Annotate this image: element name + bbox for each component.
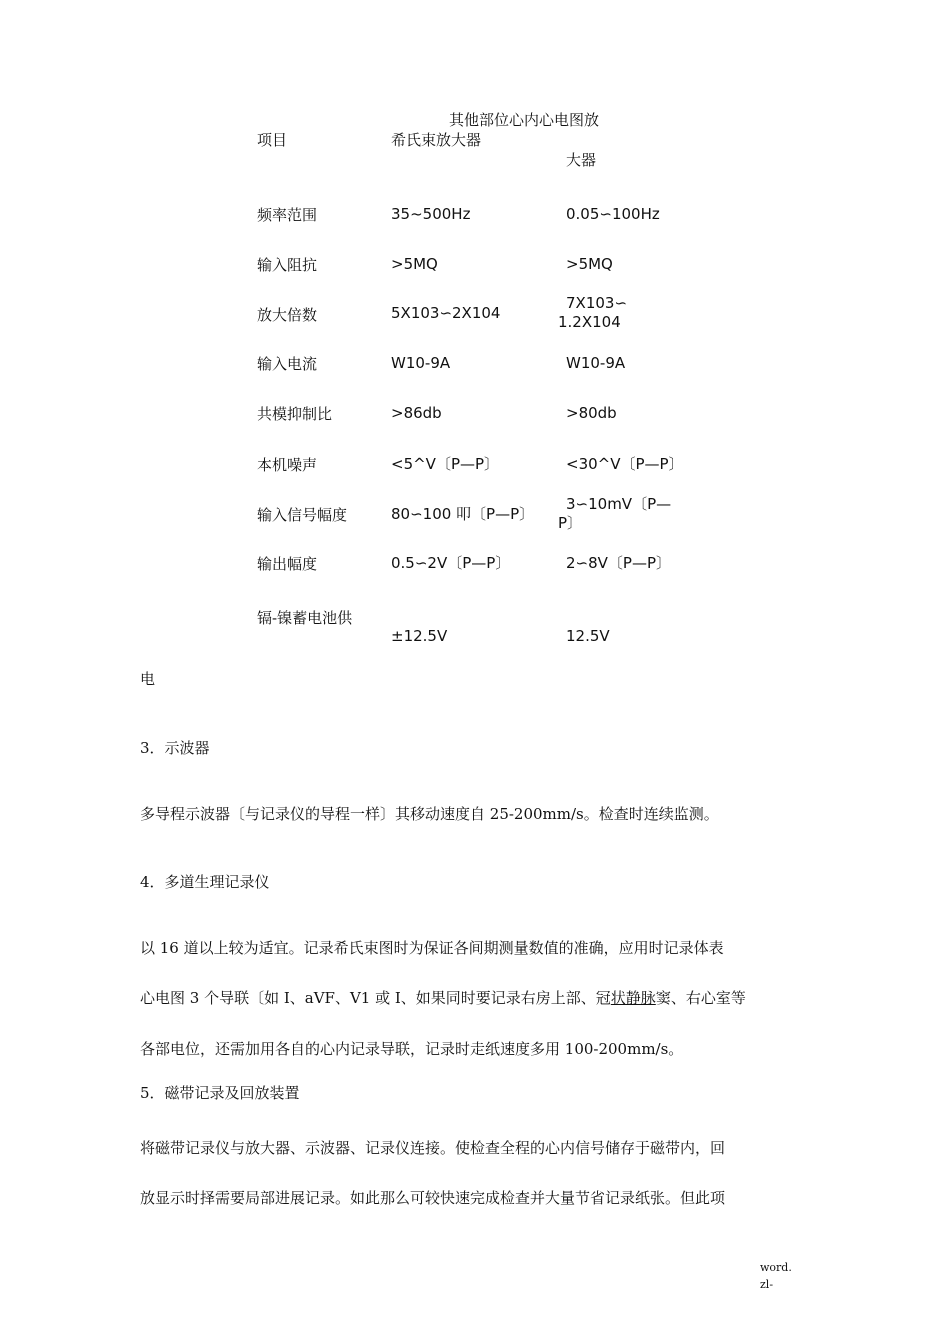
row-other-value-line1: 7X103∽: [566, 294, 628, 312]
row-his-value: ±12.5V: [391, 627, 448, 645]
header-item: 项目: [257, 131, 288, 149]
row-other-value: >5MQ: [566, 255, 613, 273]
row-label-continuation: 电: [140, 670, 156, 688]
footer-line1: word.: [760, 1261, 792, 1274]
row-his-value: >5MQ: [391, 255, 438, 273]
row-label: 镉-镍蓄电池供: [257, 609, 353, 627]
row-his-value: 80∽100 叩〔P—P〕: [391, 505, 535, 523]
header-his: 希氏束放大器: [391, 131, 482, 149]
row-other-value-line2: 1.2X104: [558, 313, 621, 331]
header-other-line2: 大器: [566, 151, 597, 169]
row-his-value: 5X103∽2X104: [391, 304, 501, 322]
section-3-body: 多导程示波器〔与记录仪的导程一样〕其移动速度自 25-200mm/s。检查时连续监测。: [140, 805, 719, 823]
row-other-value-line1: 3∽10mV〔P—: [566, 495, 672, 513]
row-other-value: 12.5V: [566, 627, 610, 645]
row-label: 频率范围: [257, 206, 318, 224]
section-4-line3: 各部电位，还需加用各自的心内记录导联，记录时走纸速度多用 100-200mm/s。: [140, 1040, 684, 1058]
section-5-heading: 5．磁带记录及回放装置: [140, 1084, 300, 1102]
row-label: 输入阻抗: [257, 256, 318, 274]
section-4-line1: 以 16 道以上较为适宜。记录希氏束图时为保证各间期测量数值的准确，应用时记录体表: [140, 939, 724, 957]
row-other-value: <30^V〔P—P〕: [566, 455, 684, 473]
row-his-value: 0.5∽2V〔P—P〕: [391, 554, 511, 572]
row-label: 共模抑制比: [257, 405, 333, 423]
row-label: 本机噪声: [257, 456, 318, 474]
row-his-value: 35~500Hz: [391, 205, 471, 223]
section-4-line2-a: 心电图 3 个导联〔如 I、aVF、V1 或 I、如果同时要记录右房上部、冠: [140, 989, 611, 1007]
section-4-line2-underlined: 状静脉: [610, 989, 656, 1007]
row-other-value-line2: P〕: [558, 514, 583, 532]
section-4-line2-b: 窦、右心室等: [655, 989, 746, 1007]
row-his-value: >86db: [391, 404, 442, 422]
row-his-value: W10-9A: [391, 354, 451, 372]
section-4-line2: [140, 987, 746, 1008]
section-3-heading: 3．示波器: [140, 739, 210, 757]
footer-line2: zl-: [760, 1278, 774, 1291]
row-other-value: W10-9A: [566, 354, 626, 372]
row-label: 放大倍数: [257, 306, 318, 324]
section-5-line2: 放显示时择需要局部进展记录。如此那么可较快速完成检查并大量节省记录纸张。但此项: [140, 1189, 726, 1207]
section-4-heading: 4．多道生理记录仪: [140, 873, 270, 891]
row-label: 输出幅度: [257, 555, 318, 573]
row-other-value: 0.05∽100Hz: [566, 205, 660, 223]
row-label: 输入电流: [257, 355, 318, 373]
row-label: 输入信号幅度: [257, 506, 348, 524]
row-other-value: >80db: [566, 404, 617, 422]
row-other-value: 2∽8V〔P—P〕: [566, 554, 672, 572]
row-his-value: <5^V〔P—P〕: [391, 455, 500, 473]
header-other-line1: 其他部位心内心电图放: [449, 111, 600, 129]
section-5-line1: 将磁带记录仪与放大器、示波器、记录仪连接。使检查全程的心内信号储存于磁带内，回: [140, 1139, 726, 1157]
